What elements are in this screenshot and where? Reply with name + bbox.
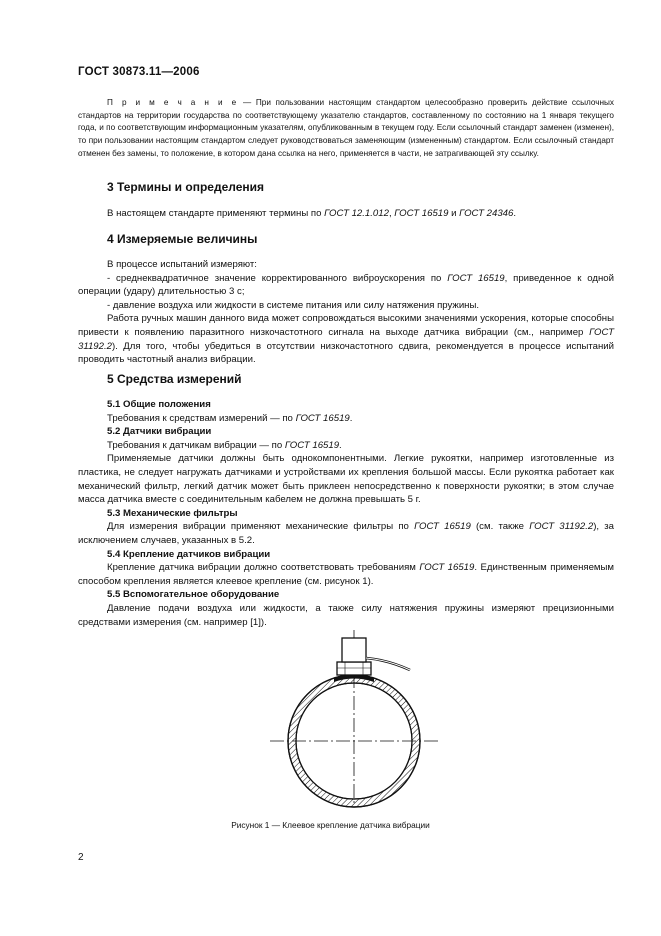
section-3-body: В настоящем стандарте применяют термины по ГОСТ 12.1.012, ГОСТ 16519 и ГОСТ 24346. (107, 208, 517, 219)
subsection-5-4-title: 5.4 Крепление датчиков вибрации (107, 548, 271, 560)
subsection-5-3-text: Для измерения вибрации применяют механические фильтры по ГОСТ 16519 (см. также ГОСТ 31192.2), за исключением случаев, указанных в 5.2. (78, 521, 615, 546)
vibration-sensor (342, 638, 366, 662)
page-number: 2 (78, 852, 84, 863)
document-header: ГОСТ 30873.11—2006 (78, 66, 200, 78)
ref-gost-24346: ГОСТ 24346 (459, 208, 514, 219)
section-4-intro: В процессе испытаний измеряют: (107, 259, 257, 270)
note-lead: П р и м е ч а н и е (107, 98, 239, 107)
standard-note (78, 97, 614, 161)
sensor-base (337, 662, 371, 675)
subsection-5-2-title: 5.2 Датчики вибрации (107, 426, 212, 438)
section-5-heading: 5 Средства измерений (107, 372, 242, 386)
section-4-body (78, 258, 614, 367)
subsection-5-1-text: Требования к средствам измерений — по ГОСТ 16519. (107, 412, 353, 424)
section-4-heading: 4 Измеряемые величины (107, 232, 258, 246)
section-3-heading: 3 Термины и определения (107, 180, 265, 194)
subsection-5-1-title: 5.1 Общие положения (107, 399, 211, 410)
subsection-5-2-paragraph: Применяемые датчики должны быть однокомпонентными. Легкие рукоятки, например изготовленные из пластика, не следует нагружать датчиками и устройствами их крепления большой массы. Если рукоятка работает как механический фильтр, легкий датчик может быть приклеен непосредственно к поверхности рукоятки; в этом случае масса датчика вместе с соединительным кабелем не должна превышать 5 г. (78, 453, 614, 506)
section-5-body (78, 398, 614, 629)
subsection-5-3-title: 5.3 Механические фильтры (107, 507, 238, 519)
ref-gost-12-1-012: ГОСТ 12.1.012 (324, 208, 389, 219)
section-4-paragraph: Работа ручных машин данного вида может сопровождаться высокими значениями ускорения, которые способны привести к появлению паразитного низкочастотного сигнала на выходе датчика вибрации (см., например ГОСТ 31192.2). Для того, чтобы убедиться в отсутствии низкочастотного сдвига, рекомендуется в процессе испытаний проводить частотный анализ вибрации. (78, 313, 614, 366)
ref-gost-16519: ГОСТ 16519 (394, 208, 449, 219)
sensor-cable (366, 658, 410, 670)
section-4-item-2: - давление воздуха или жидкости в системе питания или силу натяжения пружины. (107, 299, 480, 311)
section-4-item-1: - среднеквадратичное значение корректированного виброускорения по ГОСТ 16519, приведенное к одной операции (удару) длительностью 3 с; (78, 272, 614, 298)
figure-1-caption: Рисунок 1 — Клеевое крепление датчика вибрации (231, 820, 430, 830)
subsection-5-4-text: Крепление датчика вибрации должно соответствовать требованиям ГОСТ 16519. Единственным применяемым способом крепления является клеевое крепление (см. рисунок 1). (78, 562, 614, 587)
subsection-5-2-text: Требования к датчикам вибрации — по ГОСТ 16519. (107, 439, 342, 451)
subsection-5-5-title: 5.5 Вспомогательное оборудование (107, 589, 280, 601)
figure-1-diagram (258, 628, 448, 808)
subsection-5-5-text: Давление подачи воздуха или жидкости, а также силу натяжения пружины измеряют прецизионными средствами измерения (см. например [1]). (78, 602, 614, 628)
note-text: — При пользовании настоящим стандартом целесообразно проверить действие ссылочных стандартов на территории государства по соответствующему указателю стандартов, составленному по состоянию на 1 января текущего года, и по соответствующим информационным указателям, опубликованным в текущем году. Если ссылочный стандарт заменен (изменен), то при пользовании настоящим стандартом следует руководствоваться заменяющим (измененным) стандартом. Если ссылочный стандарт отменен без замены, то положение, в котором дана ссылка на него, применяется в части, не затрагивающей эту ссылку. (78, 98, 614, 158)
